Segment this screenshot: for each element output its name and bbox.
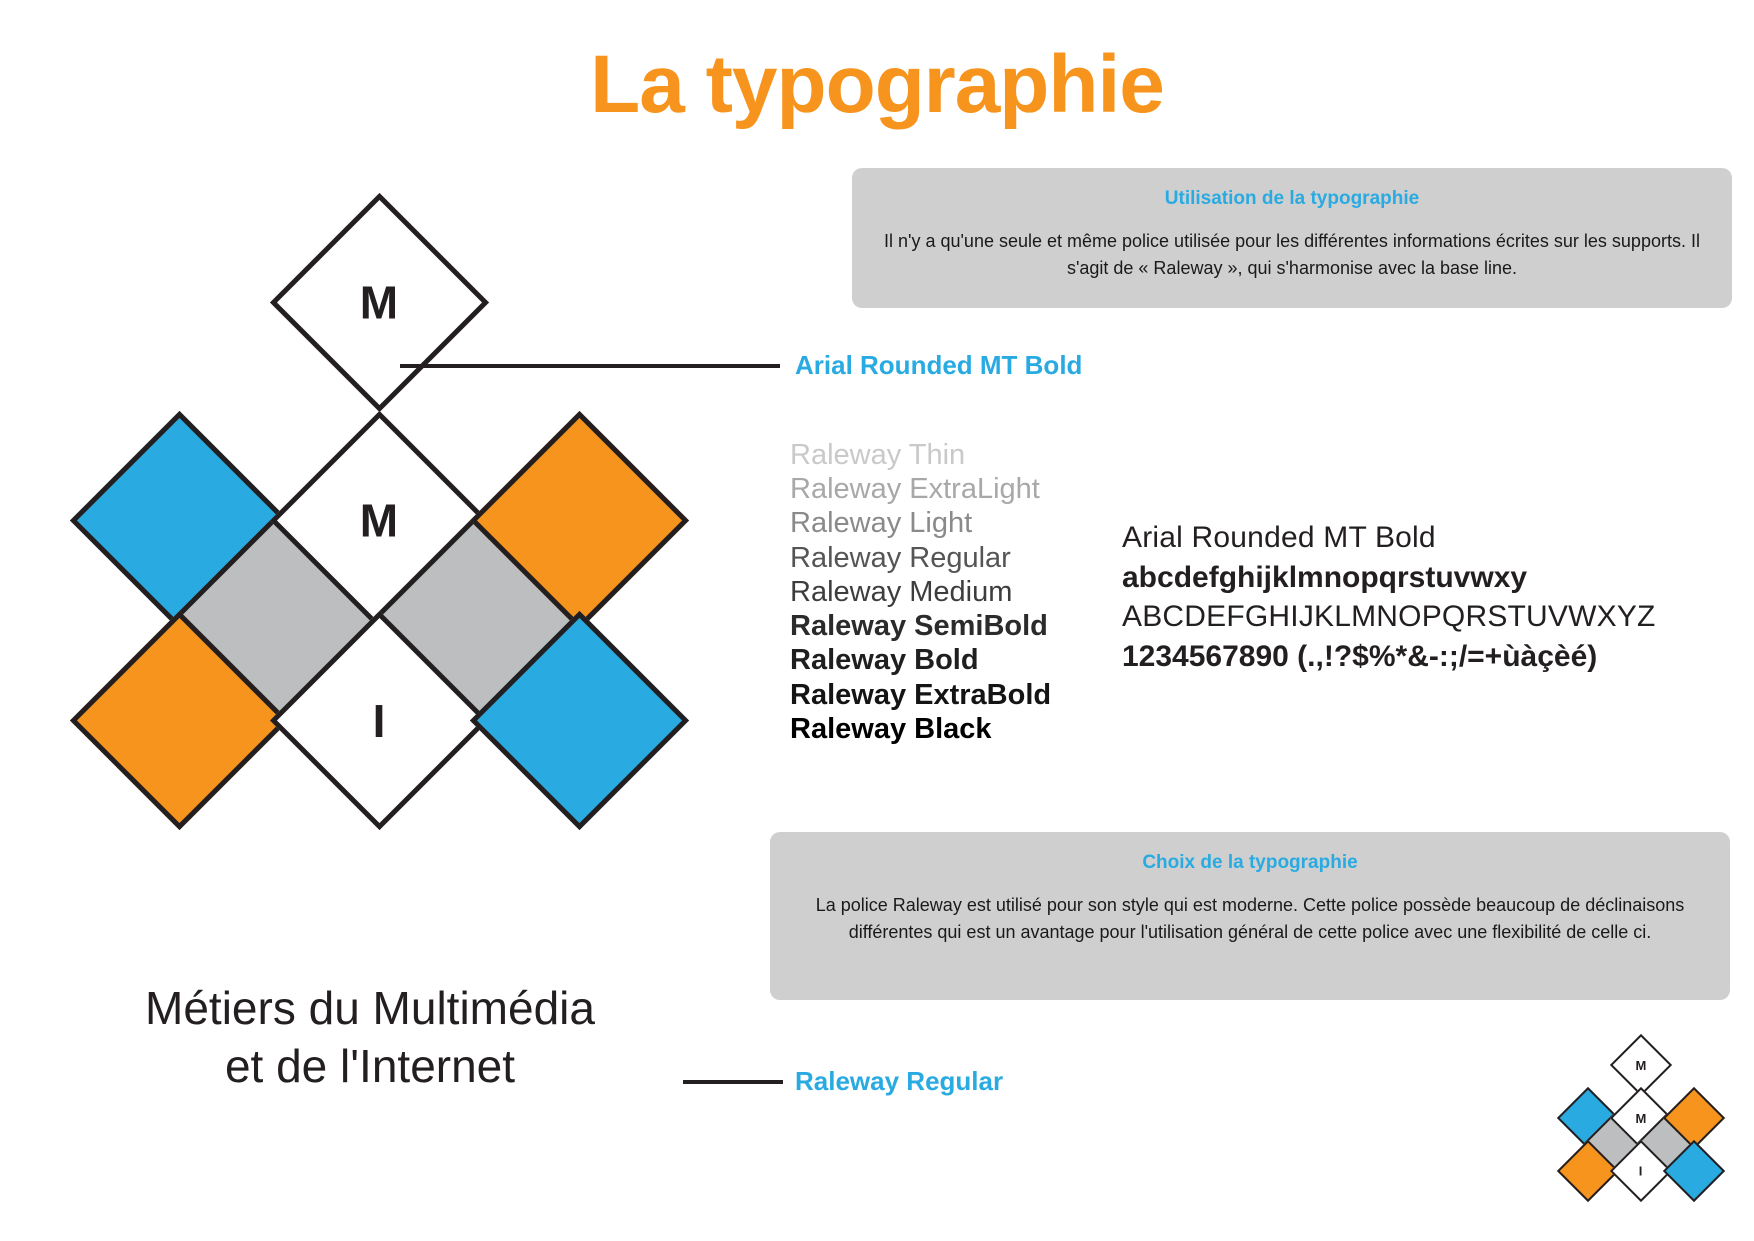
logo-letter-center: M [360,494,399,547]
font-specimen-block [1122,518,1656,676]
weight-item-extralight: Raleway ExtraLight [790,473,1040,506]
info-box-choix-body: La police Raleway est utilisé pour son style qui est moderne. Cette police possède beaucoup de déclinaisons différentes qui est un avantage pour l'utilisation général de cette police avec une flexibilité de celle ci. [815,895,1685,942]
logo-letter-bottom: I [373,694,386,747]
logo-diamond-top-white [270,193,489,412]
weight-item-light: Raleway Light [790,507,973,540]
info-box-utilisation-title: Utilisation de la typographie [1164,188,1420,209]
weight-item-extrabold: Raleway ExtraBold [790,678,1052,711]
info-box-choix [770,832,1730,1000]
callout-line-logo-font [400,364,780,368]
callout-label-logo-font: Arial Rounded MT Bold [795,350,1083,380]
info-box-choix-title: Choix de la typographie [1142,852,1358,873]
page-title: La typographie [590,39,1164,130]
weight-item-black: Raleway Black [790,712,992,745]
mini-logo-letter-bottom: I [1639,1163,1643,1179]
weight-item-thin: Raleway Thin [790,439,966,471]
weight-item-medium: Raleway Medium [790,575,1013,608]
mini-logo-letter-center: M [1635,1110,1647,1126]
info-box-utilisation [852,168,1732,308]
mmi-mini-logo [1566,1043,1716,1213]
specimen-font-name: Arial Rounded MT Bold [1122,521,1436,554]
mini-logo-letter-top: M [1635,1057,1647,1073]
info-box-utilisation-body: Il n'y a qu'une seule et même police utilisée pour les différentes informations écrites sur les supports. Il s'agit de « Raleway », qui s'harmonise avec la base line. [884,231,1700,278]
logo-baseline-line1: Métiers du Multimédia [145,982,595,1034]
specimen-uppercase: ABCDEFGHIJKLMNOPQRSTUVWXYZ [1122,600,1656,634]
weight-item-regular: Raleway Regular [790,541,1011,574]
specimen-numbers: 1234567890 (.,!?$%*&-:;/=+ùàçèé) [1122,639,1598,673]
raleway-weight-list [790,438,1051,746]
callout-line-baseline-font [683,1080,783,1084]
specimen-lowercase: abcdefghijklmnopqrstuvwxy [1122,560,1528,594]
weight-item-semibold: Raleway SemiBold [790,610,1048,643]
logo-letter-top: M [360,276,399,329]
mmi-logo [80,225,680,945]
logo-baseline-text [40,980,700,1095]
callout-label-baseline-font: Raleway Regular [795,1066,1004,1096]
logo-baseline-line2: et de l'Internet [224,1039,516,1092]
weight-item-bold: Raleway Bold [790,644,979,677]
